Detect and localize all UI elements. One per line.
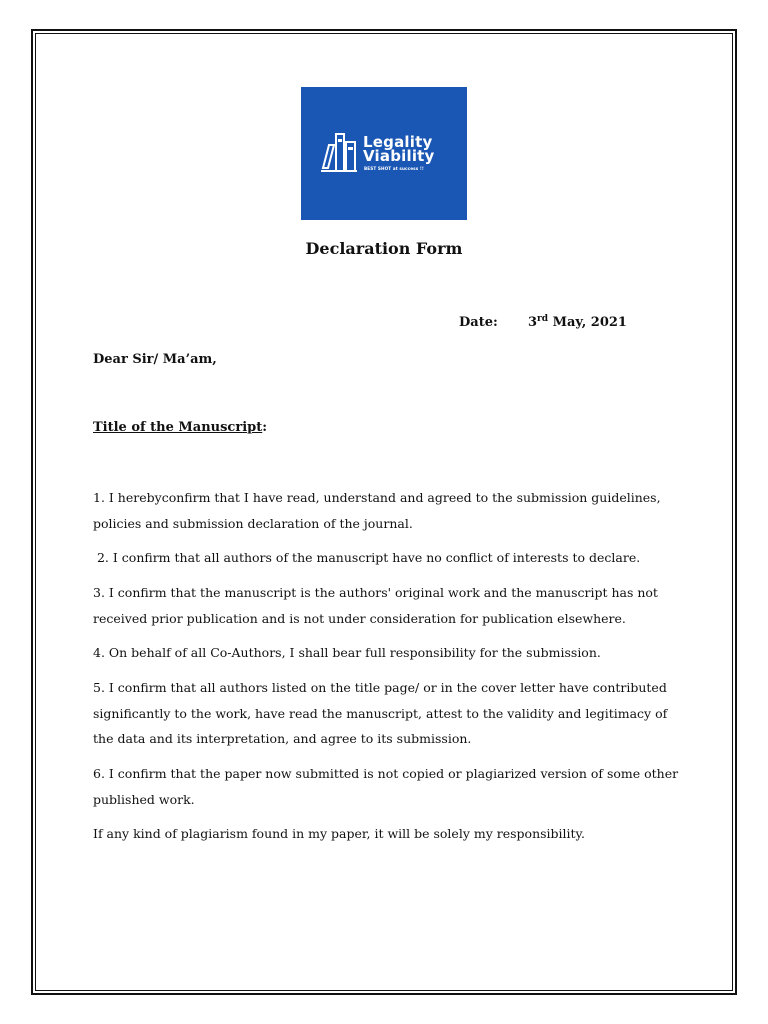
declaration-paragraph-4: 4. On behalf of all Co-Authors, I shall bear full responsibility for the submission. — [93, 645, 601, 660]
salutation: Dear Sir/ Ma’am, — [93, 352, 217, 367]
logo — [301, 87, 467, 220]
date-suffix: rd — [537, 314, 549, 324]
page-title: Declaration Form — [305, 239, 463, 258]
manuscript-title-text: Title of the Manuscript — [93, 420, 263, 435]
logo-text-line1: Legality — [363, 133, 433, 151]
date-rest: May, 2021 — [548, 315, 627, 330]
logo-text-line2: Viability — [363, 147, 435, 165]
declaration-paragraph-6: 6. I confirm that the paper now submitted is not copied or plagiarized version of some other published work. — [93, 766, 679, 807]
date-day: 3 — [528, 315, 538, 330]
date-value — [528, 315, 627, 330]
declaration-paragraph-5: 5. I confirm that all authors listed on the title page/ or in the cover letter have contributed significantly to the work, have read the manuscript, attest to the validity and legitimacy of the data and its interpretation, and agree to its submission. — [93, 680, 668, 746]
manuscript-title-colon: : — [262, 420, 268, 435]
date-label: Date: — [459, 315, 498, 330]
logo-tagline: BEST SHOT at success !! — [364, 166, 424, 171]
declaration-paragraph-3: 3. I confirm that the manuscript is the authors' original work and the manuscript has not received prior publication and is not under consideration for publication elsewhere. — [93, 585, 658, 626]
declaration-paragraph-1: 1. I herebyconfirm that I have read, understand and agreed to the submission guidelines, policies and submission declaration of the journal. — [93, 490, 661, 531]
plagiarism-statement: If any kind of plagiarism found in my paper, it will be solely my responsibility. — [93, 826, 585, 841]
manuscript-title-label — [93, 420, 267, 435]
declaration-paragraph-2: 2. I confirm that all authors of the manuscript have no conflict of interests to declare. — [93, 550, 641, 565]
